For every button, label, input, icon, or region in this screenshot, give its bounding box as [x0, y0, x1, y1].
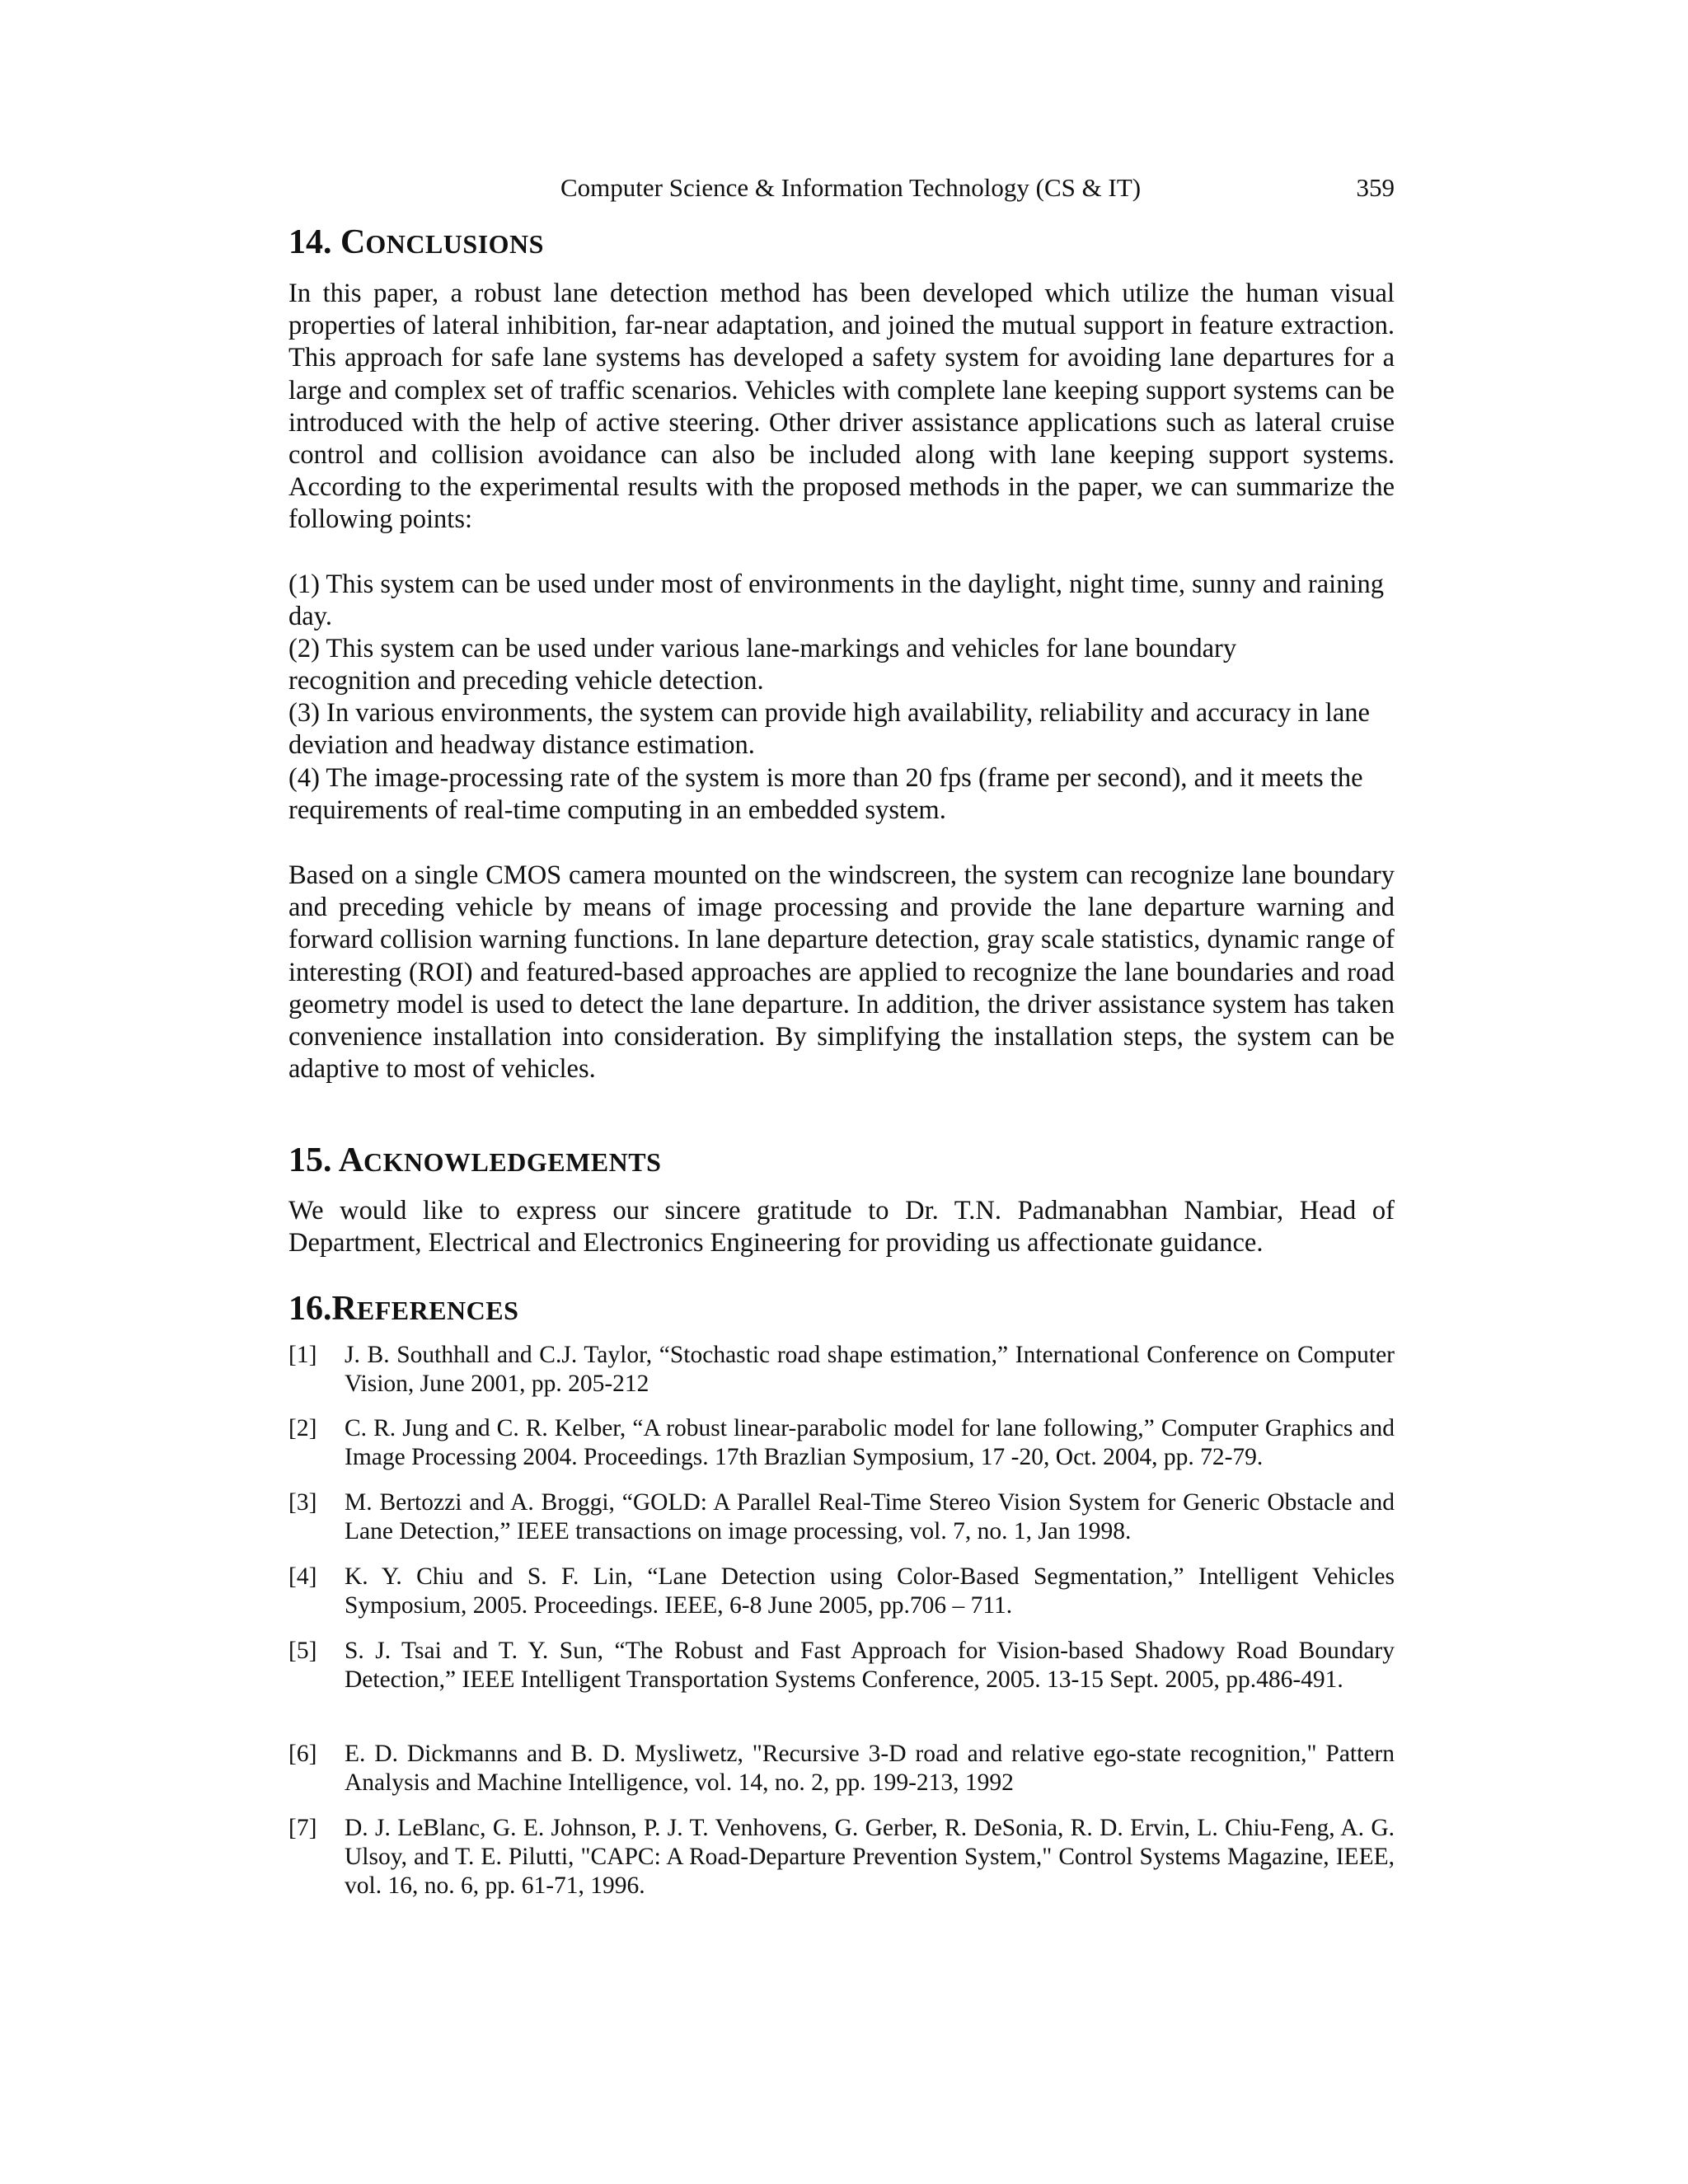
- reference-label: [1]: [288, 1342, 317, 1368]
- conclusions-paragraph-1: In this paper, a robust lane detection method has been developed which utilize the human visual properties of lateral inhibition, far-near adaptation, and joined the mutual support in feature extraction. This approach for safe lane systems has developed a safety system for avoiding lane departures for a large and complex set of traffic scenarios. Vehicles with complete lane keeping support systems can be introduced with the help of active steering. Other driver assistance applications such as lateral cruise control and collision avoidance can also be included along with lane keeping support systems. According to the experimental results with the proposed methods in the paper, we can summarize the following points:: [288, 279, 1395, 535]
- journal-title: Computer Science & Information Technology (CS & IT): [560, 173, 1142, 202]
- reference-item: [288, 1740, 1395, 1797]
- conclusions-paragraph-2: Based on a single CMOS camera mounted on the windscreen, the system can recognize lane boundary and preceding vehicle by means of image processing and provide the lane departure warning and forward collision warning functions. In lane departure detection, gray scale statistics, dynamic range of interesting (ROI) and featured-based approaches are applied to recognize the lane boundaries and road geometry model is used to detect the lane departure. In addition, the driver assistance system has taken convenience installation into consideration. By simplifying the installation steps, the system can be adaptive to most of vehicles.: [288, 860, 1395, 1085]
- reference-label: [6]: [288, 1741, 317, 1767]
- reference-item: [288, 1814, 1395, 1900]
- acknowledgements-title-rest: CKNOWLEDGEMENTS: [363, 1147, 662, 1177]
- reference-label: [2]: [288, 1415, 317, 1441]
- reference-label: [4]: [288, 1563, 317, 1590]
- references-number: 16.: [288, 1290, 332, 1328]
- references-heading: [288, 1289, 518, 1330]
- conclusion-point-3: (3) In various environments, the system can provide high availability, reliability and accuracy in lane deviation and headway distance estimation.: [288, 698, 1370, 761]
- reference-label: [3]: [288, 1489, 317, 1516]
- reference-text: M. Bertozzi and A. Broggi, “GOLD: A Parallel Real-Time Stereo Vision System for Generic Obstacle and Lane Detection,” IEEE transactions on image processing, vol. 7, no. 1, Jan 1998.: [345, 1489, 1395, 1544]
- conclusion-point-4: (4) The image-processing rate of the system is more than 20 fps (frame per second), and it meets the requirements of real-time computing in an embedded system.: [288, 763, 1363, 826]
- acknowledgements-heading: [288, 1141, 661, 1182]
- reference-text: J. B. Southhall and C.J. Taylor, “Stochastic road shape estimation,” International Conference on Computer Vision, June 2001, pp. 205-212: [345, 1342, 1395, 1397]
- reference-text: D. J. LeBlanc, G. E. Johnson, P. J. T. Venhovens, G. Gerber, R. DeSonia, R. D. Ervin, L. Chiu-Feng, A. G. Ulsoy, and T. E. Pilutti, "CAPC: A Road-Departure Prevention System," Control Systems Magazine, IEEE, vol. 16, no. 6, pp. 61-71, 1996.: [345, 1815, 1395, 1899]
- running-header: [288, 171, 1395, 204]
- acknowledgements-text: We would like to express our sincere gratitude to Dr. T.N. Padmanabhan Nambiar, Head of Department, Electrical and Electronics Engineering for providing us affectionate guidance.: [288, 1196, 1395, 1258]
- reference-item: [288, 1414, 1395, 1472]
- acknowledgements-title-initial: A: [338, 1141, 364, 1179]
- conclusion-point-1: (1) This system can be used under most of environments in the daylight, night time, sunny and raining day.: [288, 569, 1384, 632]
- reference-item: [288, 1488, 1395, 1546]
- conclusions-number: 14.: [288, 223, 340, 261]
- conclusions-title-initial: C: [340, 223, 366, 261]
- references-title-initial: R: [331, 1290, 357, 1328]
- conclusion-point-2: (2) This system can be used under various lane-markings and vehicles for lane boundary recognition and preceding vehicle detection.: [288, 634, 1237, 696]
- reference-text: C. R. Jung and C. R. Kelber, “A robust linear-parabolic model for lane following,” Computer Graphics and Image Processing 2004. Proceedings. 17th Brazlian Symposium, 17 -20, Oct. 2004, pp. 72-79.: [345, 1415, 1395, 1470]
- page-number: 359: [1356, 173, 1395, 202]
- conclusions-heading: [288, 223, 544, 264]
- reference-label: [5]: [288, 1638, 317, 1664]
- conclusions-title-rest: ONCLUSIONS: [365, 229, 544, 259]
- reference-text: S. J. Tsai and T. Y. Sun, “The Robust and Fast Approach for Vision-based Shadowy Road Boundary Detection,” IEEE Intelligent Transportation Systems Conference, 2005. 13-15 Sept. 2005, pp.486-491.: [345, 1638, 1395, 1693]
- acknowledgements-number: 15.: [288, 1141, 339, 1179]
- references-title-rest: EFERENCES: [356, 1296, 519, 1325]
- reference-item: [288, 1341, 1395, 1399]
- reference-item: [288, 1563, 1395, 1620]
- reference-item: [288, 1637, 1395, 1694]
- reference-label: [7]: [288, 1815, 317, 1841]
- reference-text: K. Y. Chiu and S. F. Lin, “Lane Detection using Color-Based Segmentation,” Intelligent Vehicles Symposium, 2005. Proceedings. IEEE, 6-8 June 2005, pp.706 – 711.: [345, 1563, 1395, 1619]
- reference-text: E. D. Dickmanns and B. D. Mysliwetz, "Recursive 3-D road and relative ego-state recognition," Pattern Analysis and Machine Intelligence, vol. 14, no. 2, pp. 199-213, 1992: [345, 1741, 1395, 1796]
